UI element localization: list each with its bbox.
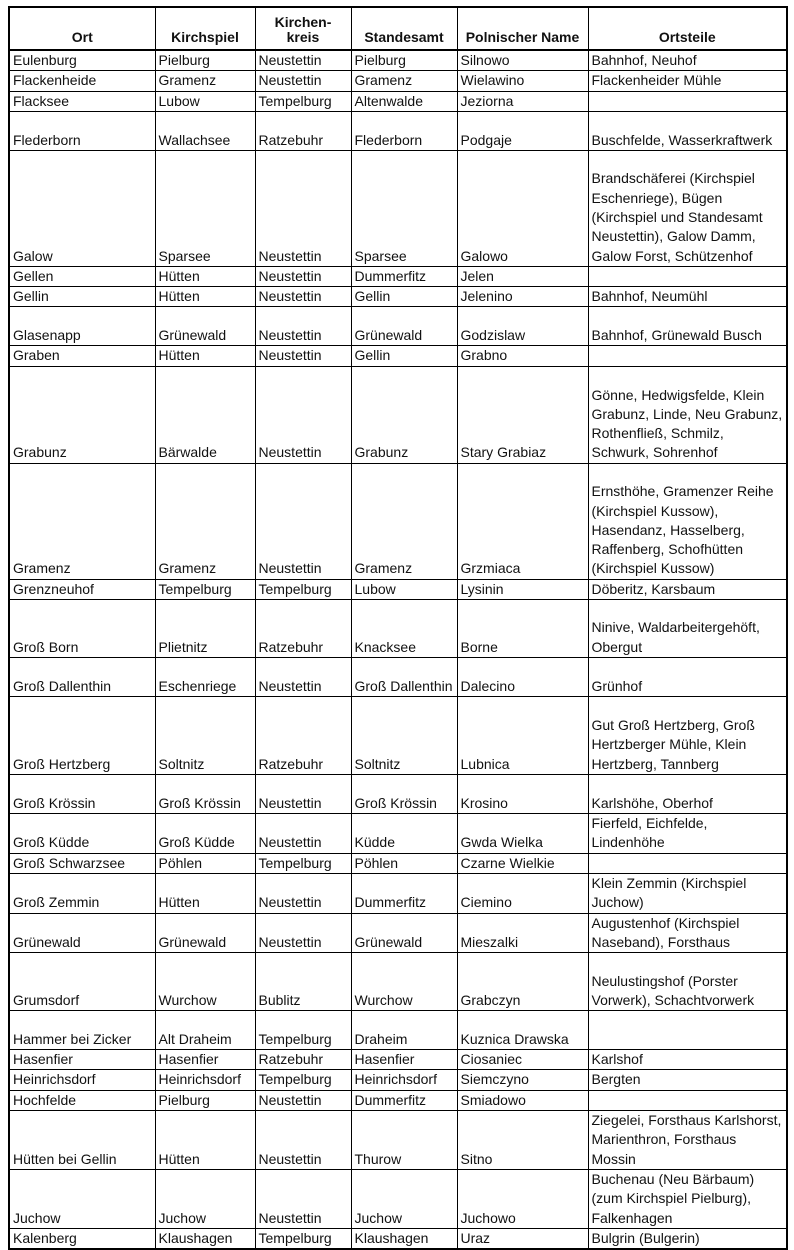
cell-standesamt: Dummerfitz [351, 873, 457, 913]
cell-kirchspiel: Klaushagen [155, 1228, 255, 1249]
cell-kirchenkreis: Neustettin [255, 1090, 351, 1110]
cell-ortsteile: Augustenhof (Kirchspiel Naseband), Forsthaus [588, 913, 787, 953]
cell-kirchspiel: Groß Krössin [155, 775, 255, 814]
cell-kirchspiel: Alt Draheim [155, 1011, 255, 1050]
cell-ort: Grabunz [9, 366, 155, 463]
cell-kirchenkreis: Neustettin [255, 775, 351, 814]
cell-kirchenkreis: Neustettin [255, 814, 351, 854]
cell-ortsteile: Bahnhof, Neumühl [588, 287, 787, 307]
cell-standesamt: Lubow [351, 579, 457, 599]
table-row [9, 953, 787, 1011]
table-row [9, 71, 787, 91]
cell-kirchspiel: Hütten [155, 1111, 255, 1170]
cell-polnischer-name: Stary Grabiaz [457, 366, 588, 463]
cell-kirchspiel: Sparsee [155, 150, 255, 266]
header-ort: Ort [9, 7, 155, 50]
cell-standesamt: Gellin [351, 287, 457, 307]
cell-ortsteile: Klein Zemmin (Kirchspiel Juchow) [588, 873, 787, 913]
cell-kirchenkreis: Ratzebuhr [255, 1050, 351, 1070]
cell-ort: Grünewald [9, 913, 155, 953]
cell-kirchspiel: Gramenz [155, 463, 255, 579]
header-ortsteile: Ortsteile [588, 7, 787, 50]
table-row [9, 1011, 787, 1050]
cell-standesamt: Groß Dallenthin [351, 658, 457, 697]
table-row [9, 1169, 787, 1228]
cell-ortsteile: Gut Groß Hertzberg, Groß Hertzberger Mühle, Klein Hertzberg, Tannberg [588, 697, 787, 775]
cell-kirchenkreis: Tempelburg [255, 579, 351, 599]
cell-ort: Groß Zemmin [9, 873, 155, 913]
cell-polnischer-name: Czarne Wielkie [457, 853, 588, 873]
cell-ortsteile [588, 91, 787, 111]
cell-polnischer-name: Juchowo [457, 1169, 588, 1228]
cell-ortsteile: Ernsthöhe, Gramenzer Reihe (Kirchspiel Kussow), Hasendanz, Hasselberg, Raffenberg, Schofhütten (Kirchspiel Kussow) [588, 463, 787, 579]
cell-kirchenkreis: Tempelburg [255, 91, 351, 111]
cell-kirchenkreis: Tempelburg [255, 1228, 351, 1249]
cell-kirchspiel: Bärwalde [155, 366, 255, 463]
cell-standesamt: Küdde [351, 814, 457, 854]
cell-polnischer-name: Krosino [457, 775, 588, 814]
cell-standesamt: Wurchow [351, 953, 457, 1011]
places-table [8, 6, 788, 1250]
table-row [9, 150, 787, 266]
table-row [9, 579, 787, 599]
cell-ort: Glasenapp [9, 307, 155, 346]
cell-kirchspiel: Hütten [155, 287, 255, 307]
cell-polnischer-name: Uraz [457, 1228, 588, 1249]
cell-ortsteile: Bahnhof, Neuhof [588, 50, 787, 71]
cell-kirchspiel: Eschenriege [155, 658, 255, 697]
header-kirchenkreis: Kirchen- kreis [255, 7, 351, 50]
cell-kirchenkreis: Ratzebuhr [255, 600, 351, 658]
cell-ortsteile: Gönne, Hedwigsfelde, Klein Grabunz, Linde, Neu Grabunz, Rothenfließ, Schmilz, Schwurk, Sohrenhof [588, 366, 787, 463]
cell-kirchspiel: Pöhlen [155, 853, 255, 873]
cell-kirchspiel: Grünewald [155, 913, 255, 953]
cell-ort: Groß Küdde [9, 814, 155, 854]
cell-ort: Flackenheide [9, 71, 155, 91]
cell-ortsteile: Bergten [588, 1070, 787, 1090]
cell-ortsteile: Brandschäferei (Kirchspiel Eschenriege), Bügen (Kirchspiel und Standesamt Neustettin), Galow Damm, Galow Forst, Schützenhof [588, 150, 787, 266]
table-row [9, 658, 787, 697]
cell-kirchspiel: Hütten [155, 346, 255, 366]
cell-kirchenkreis: Neustettin [255, 1111, 351, 1170]
cell-ort: Groß Dallenthin [9, 658, 155, 697]
cell-ort: Flederborn [9, 111, 155, 150]
cell-kirchspiel: Gramenz [155, 71, 255, 91]
cell-ort: Gramenz [9, 463, 155, 579]
header-standesamt: Standesamt [351, 7, 457, 50]
cell-standesamt: Gramenz [351, 71, 457, 91]
cell-kirchspiel: Hasenfier [155, 1050, 255, 1070]
cell-ort: Juchow [9, 1169, 155, 1228]
cell-polnischer-name: Borne [457, 600, 588, 658]
cell-kirchspiel: Grünewald [155, 307, 255, 346]
cell-ort: Heinrichsdorf [9, 1070, 155, 1090]
cell-kirchenkreis: Bublitz [255, 953, 351, 1011]
table-body [9, 50, 787, 1249]
cell-ortsteile: Grünhof [588, 658, 787, 697]
cell-standesamt: Juchow [351, 1169, 457, 1228]
cell-standesamt: Pielburg [351, 50, 457, 71]
cell-polnischer-name: Galowo [457, 150, 588, 266]
cell-ort: Groß Born [9, 600, 155, 658]
cell-ort: Graben [9, 346, 155, 366]
cell-standesamt: Flederborn [351, 111, 457, 150]
cell-kirchenkreis: Ratzebuhr [255, 111, 351, 150]
cell-ortsteile: Karlshöhe, Oberhof [588, 775, 787, 814]
cell-kirchspiel: Juchow [155, 1169, 255, 1228]
cell-kirchspiel: Wallachsee [155, 111, 255, 150]
cell-polnischer-name: Kuznica Drawska [457, 1011, 588, 1050]
cell-kirchspiel: Groß Küdde [155, 814, 255, 854]
cell-ortsteile: Buchenau (Neu Bärbaum) (zum Kirchspiel Pielburg), Falkenhagen [588, 1169, 787, 1228]
cell-polnischer-name: Jeziorna [457, 91, 588, 111]
cell-kirchspiel: Pielburg [155, 1090, 255, 1110]
cell-ort: Grumsdorf [9, 953, 155, 1011]
table-row [9, 814, 787, 854]
cell-kirchenkreis: Neustettin [255, 366, 351, 463]
cell-kirchenkreis: Ratzebuhr [255, 697, 351, 775]
cell-kirchenkreis: Neustettin [255, 287, 351, 307]
cell-standesamt: Grabunz [351, 366, 457, 463]
cell-polnischer-name: Grabno [457, 346, 588, 366]
table-row [9, 1050, 787, 1070]
cell-ort: Grenzneuhof [9, 579, 155, 599]
cell-ort: Hochfelde [9, 1090, 155, 1110]
cell-standesamt: Gellin [351, 346, 457, 366]
cell-polnischer-name: Silnowo [457, 50, 588, 71]
cell-ort: Flacksee [9, 91, 155, 111]
table-row [9, 775, 787, 814]
cell-polnischer-name: Grzmiaca [457, 463, 588, 579]
cell-kirchenkreis: Neustettin [255, 1169, 351, 1228]
cell-kirchspiel: Heinrichsdorf [155, 1070, 255, 1090]
cell-polnischer-name: Ciosaniec [457, 1050, 588, 1070]
cell-ortsteile: Neulustingshof (Porster Vorwerk), Schachtvorwerk [588, 953, 787, 1011]
cell-standesamt: Grünewald [351, 307, 457, 346]
table-row [9, 913, 787, 953]
cell-polnischer-name: Gwda Wielka [457, 814, 588, 854]
cell-ortsteile: Bahnhof, Grünewald Busch [588, 307, 787, 346]
cell-kirchenkreis: Tempelburg [255, 1070, 351, 1090]
cell-kirchenkreis: Neustettin [255, 658, 351, 697]
cell-polnischer-name: Dalecino [457, 658, 588, 697]
cell-kirchspiel: Pielburg [155, 50, 255, 71]
cell-kirchenkreis: Neustettin [255, 50, 351, 71]
cell-standesamt: Pöhlen [351, 853, 457, 873]
cell-ortsteile: Flackenheider Mühle [588, 71, 787, 91]
cell-polnischer-name: Grabczyn [457, 953, 588, 1011]
cell-standesamt: Altenwalde [351, 91, 457, 111]
cell-ort: Groß Schwarzsee [9, 853, 155, 873]
cell-standesamt: Sparsee [351, 150, 457, 266]
table-row [9, 266, 787, 286]
table-header [9, 7, 787, 50]
cell-ort: Hütten bei Gellin [9, 1111, 155, 1170]
cell-standesamt: Draheim [351, 1011, 457, 1050]
cell-polnischer-name: Wielawino [457, 71, 588, 91]
header-kirchspiel: Kirchspiel [155, 7, 255, 50]
cell-ortsteile [588, 1090, 787, 1110]
cell-polnischer-name: Jelenino [457, 287, 588, 307]
table-row [9, 287, 787, 307]
cell-kirchenkreis: Neustettin [255, 307, 351, 346]
cell-ortsteile: Buschfelde, Wasserkraftwerk [588, 111, 787, 150]
cell-kirchspiel: Hütten [155, 266, 255, 286]
cell-polnischer-name: Sitno [457, 1111, 588, 1170]
cell-ort: Groß Krössin [9, 775, 155, 814]
cell-standesamt: Thurow [351, 1111, 457, 1170]
cell-ort: Gellen [9, 266, 155, 286]
cell-ort: Gellin [9, 287, 155, 307]
cell-polnischer-name: Godzislaw [457, 307, 588, 346]
cell-standesamt: Grünewald [351, 913, 457, 953]
table-row [9, 1070, 787, 1090]
cell-standesamt: Dummerfitz [351, 1090, 457, 1110]
table-row [9, 1111, 787, 1170]
table-row [9, 91, 787, 111]
cell-standesamt: Hasenfier [351, 1050, 457, 1070]
cell-polnischer-name: Ciemino [457, 873, 588, 913]
header-polnischer-name: Polnischer Name [457, 7, 588, 50]
cell-kirchspiel: Tempelburg [155, 579, 255, 599]
table-row [9, 463, 787, 579]
cell-ort: Hasenfier [9, 1050, 155, 1070]
cell-kirchspiel: Lubow [155, 91, 255, 111]
cell-kirchenkreis: Neustettin [255, 346, 351, 366]
table-row [9, 50, 787, 71]
cell-standesamt: Groß Krössin [351, 775, 457, 814]
cell-kirchenkreis: Neustettin [255, 463, 351, 579]
table-row [9, 1090, 787, 1110]
cell-kirchenkreis: Neustettin [255, 71, 351, 91]
cell-kirchspiel: Plietnitz [155, 600, 255, 658]
cell-ortsteile: Ninive, Waldarbeitergehöft, Obergut [588, 600, 787, 658]
cell-kirchenkreis: Neustettin [255, 266, 351, 286]
cell-standesamt: Klaushagen [351, 1228, 457, 1249]
table-row [9, 1228, 787, 1249]
cell-kirchenkreis: Neustettin [255, 873, 351, 913]
cell-kirchenkreis: Tempelburg [255, 1011, 351, 1050]
cell-ortsteile: Karlshof [588, 1050, 787, 1070]
cell-ort: Galow [9, 150, 155, 266]
table-row [9, 346, 787, 366]
cell-ortsteile [588, 266, 787, 286]
cell-polnischer-name: Mieszalki [457, 913, 588, 953]
cell-ortsteile [588, 346, 787, 366]
cell-standesamt: Dummerfitz [351, 266, 457, 286]
table-row [9, 600, 787, 658]
cell-kirchenkreis: Neustettin [255, 913, 351, 953]
cell-ort: Kalenberg [9, 1228, 155, 1249]
cell-polnischer-name: Jelen [457, 266, 588, 286]
cell-ortsteile: Fierfeld, Eichfelde, Lindenhöhe [588, 814, 787, 854]
table-row [9, 873, 787, 913]
cell-ort: Hammer bei Zicker [9, 1011, 155, 1050]
table-row [9, 853, 787, 873]
cell-ort: Groß Hertzberg [9, 697, 155, 775]
header-row [9, 7, 787, 50]
cell-ortsteile: Bulgrin (Bulgerin) [588, 1228, 787, 1249]
cell-polnischer-name: Siemczyno [457, 1070, 588, 1090]
cell-ort: Eulenburg [9, 50, 155, 71]
table-row [9, 307, 787, 346]
cell-kirchenkreis: Tempelburg [255, 853, 351, 873]
cell-polnischer-name: Lysinin [457, 579, 588, 599]
table-row [9, 111, 787, 150]
cell-ortsteile [588, 853, 787, 873]
cell-kirchspiel: Wurchow [155, 953, 255, 1011]
document-table-page [8, 6, 786, 1250]
cell-kirchspiel: Soltnitz [155, 697, 255, 775]
cell-ortsteile: Döberitz, Karsbaum [588, 579, 787, 599]
cell-ortsteile [588, 1011, 787, 1050]
cell-standesamt: Gramenz [351, 463, 457, 579]
cell-kirchspiel: Hütten [155, 873, 255, 913]
cell-standesamt: Heinrichsdorf [351, 1070, 457, 1090]
cell-ortsteile: Ziegelei, Forsthaus Karlshorst, Marienthron, Forsthaus Mossin [588, 1111, 787, 1170]
cell-standesamt: Knacksee [351, 600, 457, 658]
cell-polnischer-name: Lubnica [457, 697, 588, 775]
cell-standesamt: Soltnitz [351, 697, 457, 775]
cell-kirchenkreis: Neustettin [255, 150, 351, 266]
cell-polnischer-name: Podgaje [457, 111, 588, 150]
table-row [9, 366, 787, 463]
cell-polnischer-name: Smiadowo [457, 1090, 588, 1110]
table-row [9, 697, 787, 775]
